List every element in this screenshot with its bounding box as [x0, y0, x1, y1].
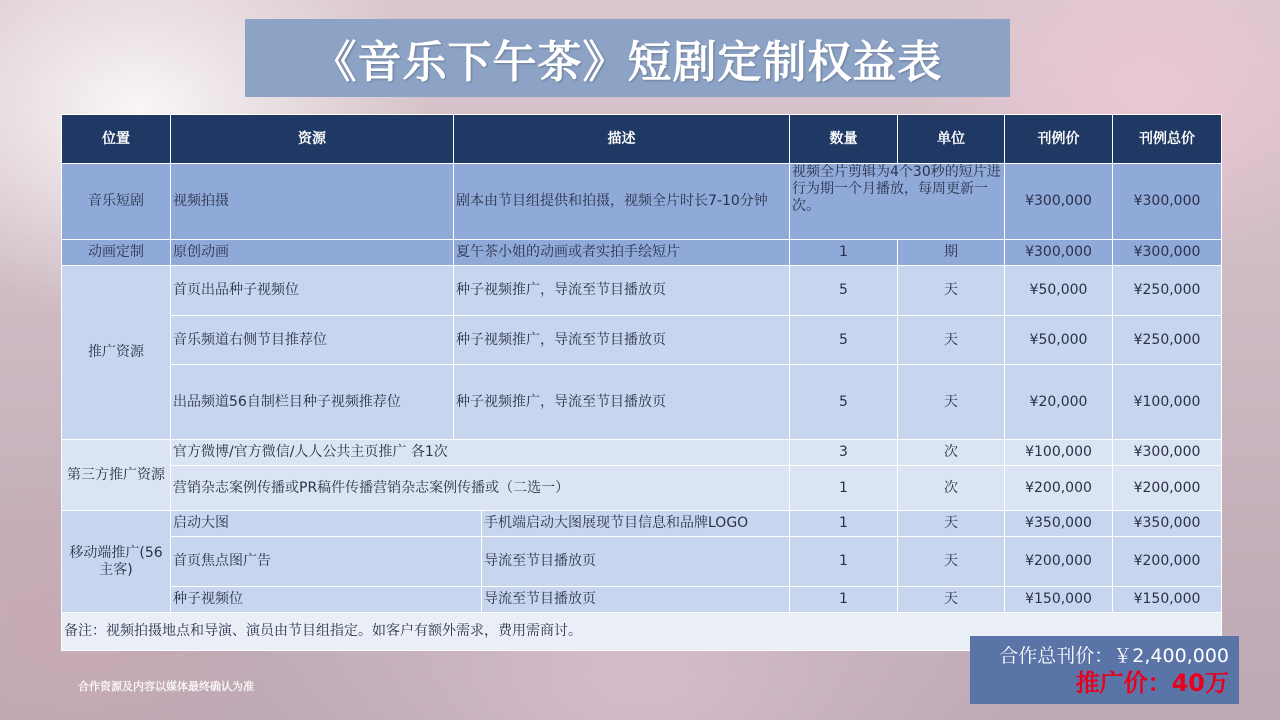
- header-price: 刊例价: [1005, 115, 1113, 164]
- table-row: [62, 511, 1222, 537]
- cell-resource: 种子视频位: [171, 587, 482, 613]
- table-row: [62, 316, 1222, 365]
- cell-price: ¥150,000: [1005, 587, 1113, 613]
- title-banner: [245, 19, 1010, 97]
- cell-description: 导流至节目播放页: [482, 537, 790, 587]
- cell-total: ¥200,000: [1113, 466, 1222, 511]
- cell-resource: 首页焦点图广告: [171, 537, 482, 587]
- rights-table: [61, 114, 1222, 651]
- header-description: 描述: [454, 115, 790, 164]
- cell-resource: 出品频道56自制栏目种子视频推荐位: [171, 365, 454, 440]
- table-row: [62, 240, 1222, 266]
- cell-resource: 启动大图: [171, 511, 482, 537]
- table-note: 备注：视频拍摄地点和导演、演员由节目组指定。如客户有额外需求，费用需商讨。: [62, 613, 1222, 651]
- table-row: [62, 537, 1222, 587]
- table-row: [62, 266, 1222, 316]
- cell-unit: 次: [898, 440, 1005, 466]
- total-price: 合作总刊价：￥2,400,000: [999, 645, 1229, 667]
- table-header-row: [62, 115, 1222, 164]
- cell-price: ¥50,000: [1005, 316, 1113, 365]
- cell-description: 手机端启动大图展现节目信息和品牌LOGO: [482, 511, 790, 537]
- cell-total: ¥250,000: [1113, 266, 1222, 316]
- cell-position: 移动端推广(56主客): [62, 511, 171, 613]
- table-row: [62, 440, 1222, 466]
- cell-quantity: 1: [790, 240, 898, 266]
- cell-quantity: 5: [790, 266, 898, 316]
- cell-description: 种子视频推广，导流至节目播放页: [454, 365, 790, 440]
- cell-quantity: 5: [790, 316, 898, 365]
- page-title: 《音乐下午茶》短剧定制权益表: [312, 37, 943, 88]
- header-resource: 资源: [171, 115, 454, 164]
- cell-price: ¥300,000: [1005, 240, 1113, 266]
- cell-total: ¥100,000: [1113, 365, 1222, 440]
- footer-note: 合作资源及内容以媒体最终确认为准: [78, 680, 254, 693]
- cell-description: 种子视频推广，导流至节目播放页: [454, 266, 790, 316]
- cell-resource: 视频拍摄: [171, 164, 454, 240]
- cell-unit: 期: [898, 240, 1005, 266]
- header-unit: 单位: [898, 115, 1005, 164]
- cell-unit: 天: [898, 266, 1005, 316]
- cell-description: 剧本由节目组提供和拍摄，视频全片时长7-10分钟: [454, 164, 790, 240]
- cell-unit: 天: [898, 365, 1005, 440]
- cell-price: ¥300,000: [1005, 164, 1113, 240]
- table-row: [62, 466, 1222, 511]
- cell-resource: 原创动画: [171, 240, 454, 266]
- cell-unit: 天: [898, 316, 1005, 365]
- table-row: [62, 164, 1222, 240]
- promo-price: 推广价：40万: [1075, 669, 1229, 697]
- cell-description: 种子视频推广，导流至节目播放页: [454, 316, 790, 365]
- cell-unit: 天: [898, 587, 1005, 613]
- cell-description: 导流至节目播放页: [482, 587, 790, 613]
- cell-total: ¥350,000: [1113, 511, 1222, 537]
- cell-unit: 次: [898, 466, 1005, 511]
- cell-quantity: 1: [790, 587, 898, 613]
- cell-position: 动画定制: [62, 240, 171, 266]
- cell-total: ¥300,000: [1113, 164, 1222, 240]
- cell-total: ¥300,000: [1113, 440, 1222, 466]
- cell-price: ¥200,000: [1005, 466, 1113, 511]
- cell-quantity: 5: [790, 365, 898, 440]
- cell-total: ¥200,000: [1113, 537, 1222, 587]
- cell-quantity-note: 视频全片剪辑为4个30秒的短片进行为期一个月播放，每周更新一次。: [790, 164, 1005, 240]
- cell-unit: 天: [898, 511, 1005, 537]
- cell-total: ¥300,000: [1113, 240, 1222, 266]
- cell-position: 音乐短剧: [62, 164, 171, 240]
- cell-price: ¥20,000: [1005, 365, 1113, 440]
- header-total: 刊例总价: [1113, 115, 1222, 164]
- cell-price: ¥50,000: [1005, 266, 1113, 316]
- cell-quantity: 1: [790, 511, 898, 537]
- cell-price: ¥350,000: [1005, 511, 1113, 537]
- cell-price: ¥200,000: [1005, 537, 1113, 587]
- cell-position: 推广资源: [62, 266, 171, 440]
- cell-description: 夏午茶小姐的动画或者实拍手绘短片: [454, 240, 790, 266]
- cell-resource: 首页出品种子视频位: [171, 266, 454, 316]
- cell-total: ¥150,000: [1113, 587, 1222, 613]
- cell-total: ¥250,000: [1113, 316, 1222, 365]
- cell-resource: 营销杂志案例传播或PR稿件传播营销杂志案例传播或（二选一）: [171, 466, 790, 511]
- cell-quantity: 1: [790, 537, 898, 587]
- cell-quantity: 3: [790, 440, 898, 466]
- cell-resource: 官方微博/官方微信/人人公共主页推广 各1次: [171, 440, 790, 466]
- cell-position: 第三方推广资源: [62, 440, 171, 511]
- cell-resource: 音乐频道右侧节目推荐位: [171, 316, 454, 365]
- header-position: 位置: [62, 115, 171, 164]
- price-summary: [970, 636, 1239, 704]
- header-quantity: 数量: [790, 115, 898, 164]
- cell-price: ¥100,000: [1005, 440, 1113, 466]
- cell-quantity: 1: [790, 466, 898, 511]
- table-row: [62, 587, 1222, 613]
- table-row: [62, 365, 1222, 440]
- cell-unit: 天: [898, 537, 1005, 587]
